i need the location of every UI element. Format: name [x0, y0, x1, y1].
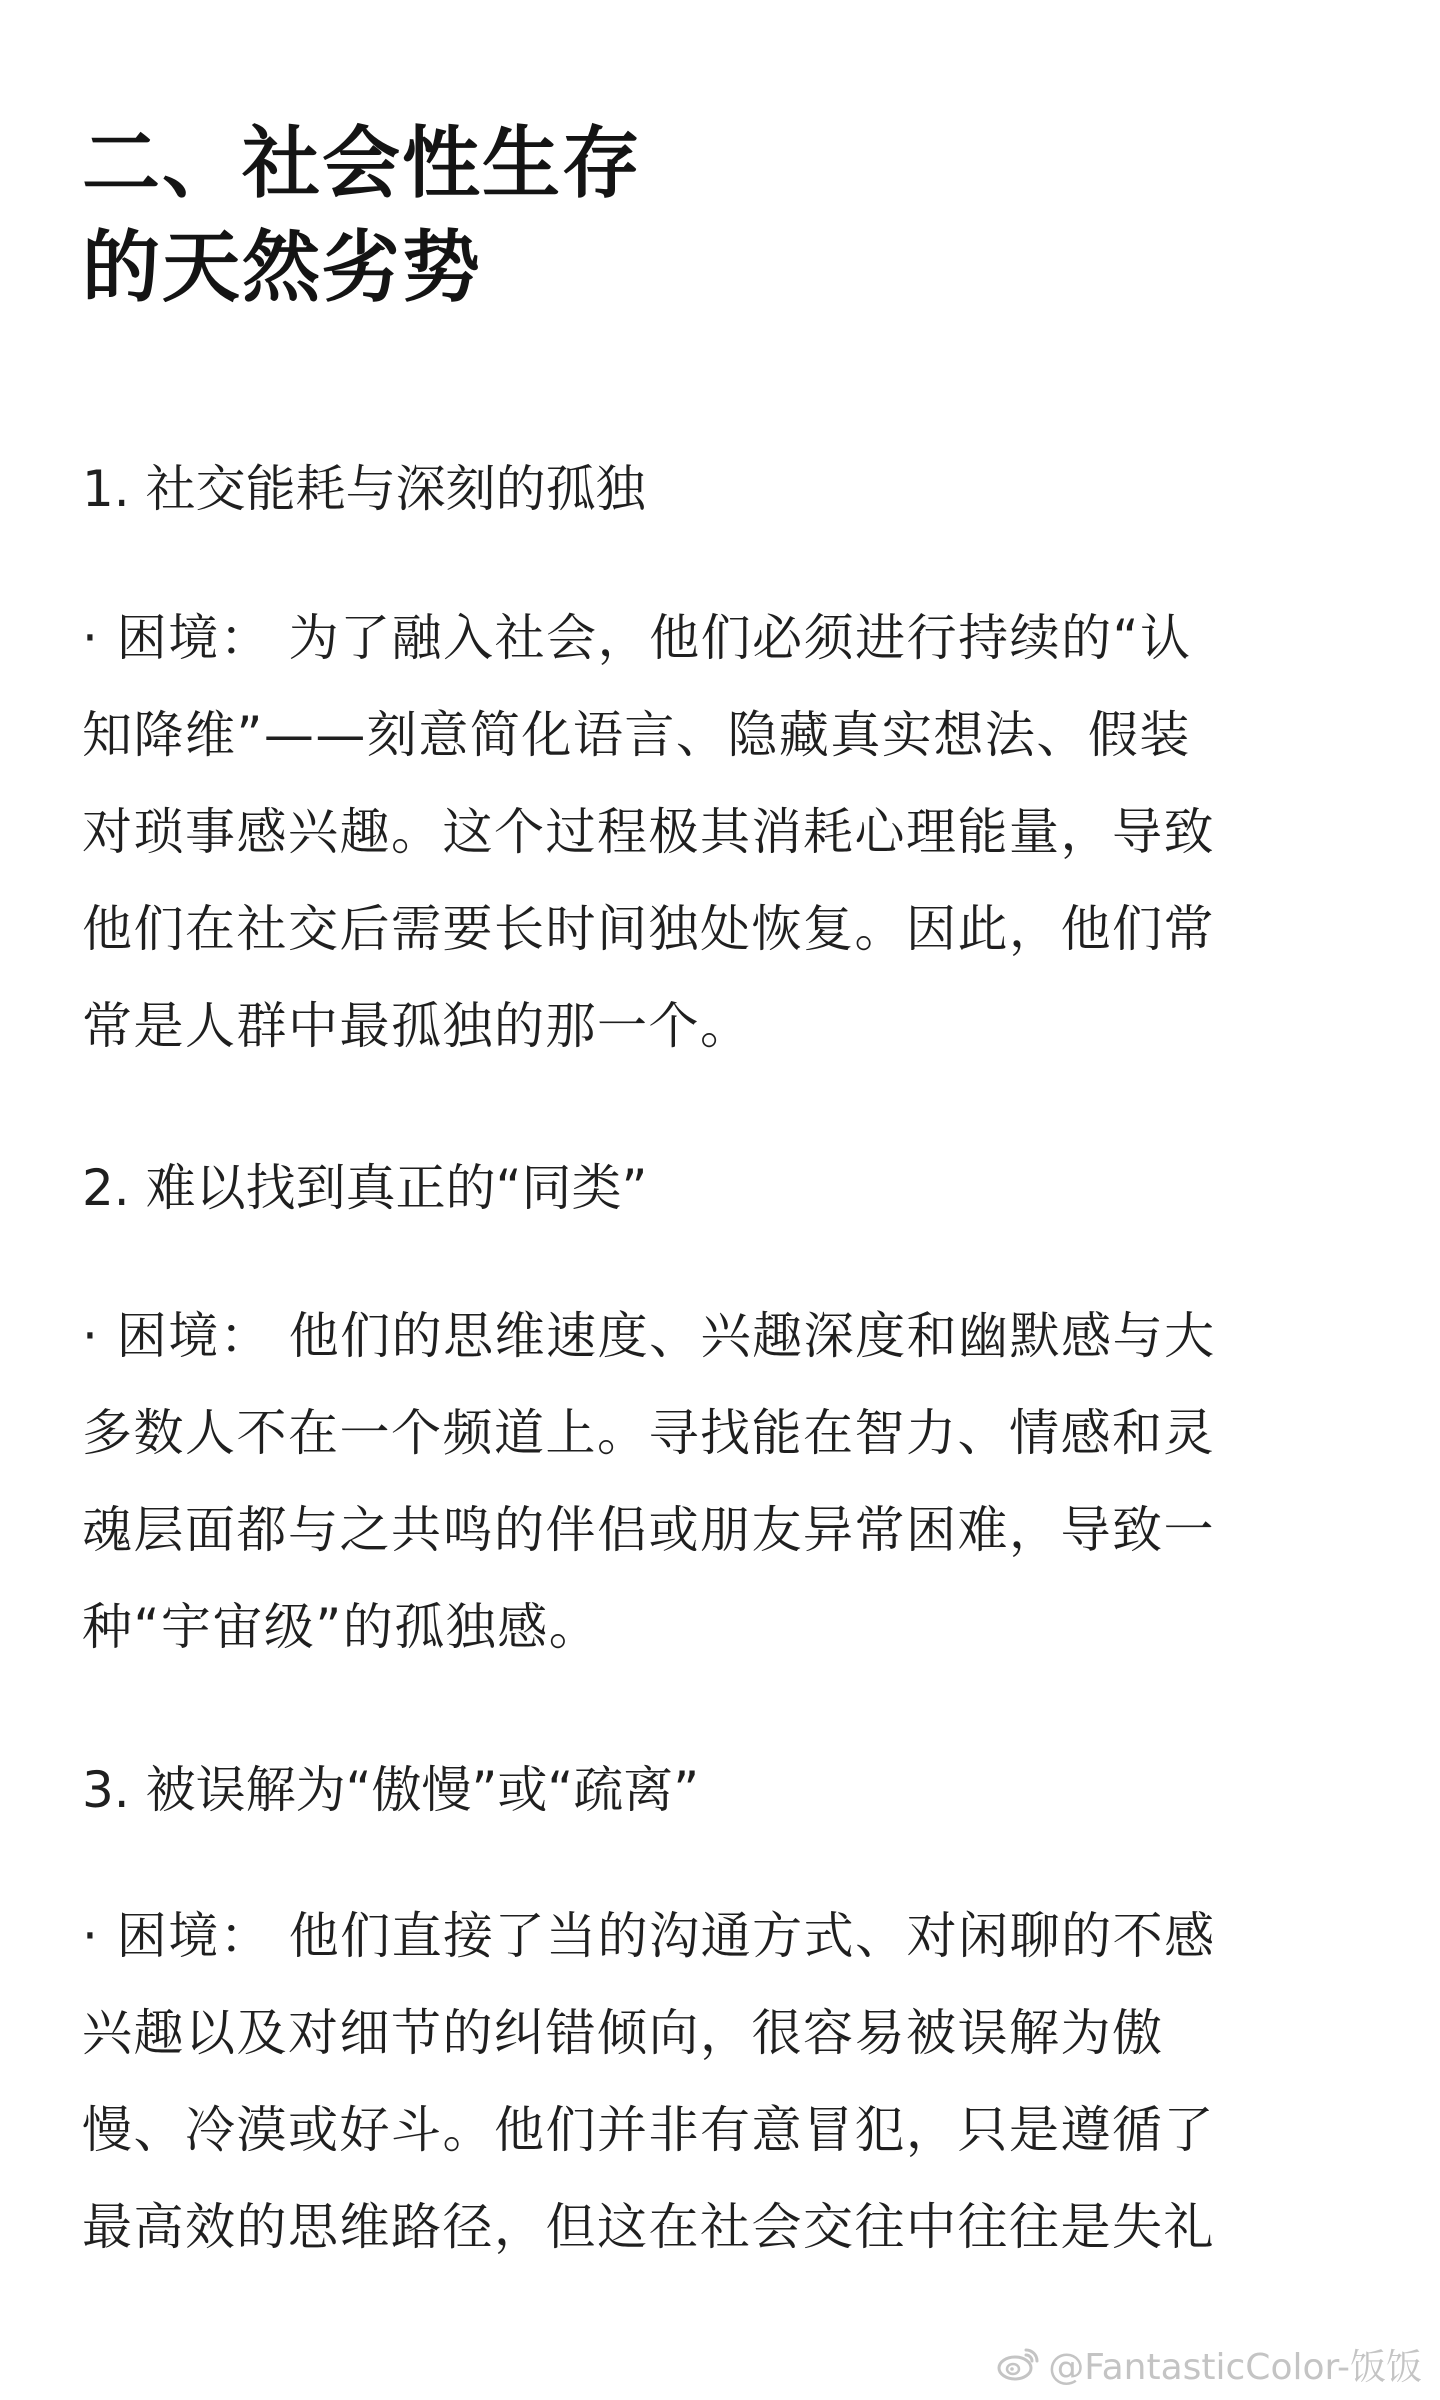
- section-paragraph-2: [82, 1288, 1382, 1676]
- paragraph-line: 兴趣以及对细节的纠错倾向，很容易被误解为傲: [82, 2004, 1164, 2062]
- paragraph-line: · 困境： 他们直接了当的沟通方式、对闲聊的不感: [82, 1907, 1216, 1965]
- paragraph-line: · 困境： 为了融入社会，他们必须进行持续的“认: [82, 609, 1192, 667]
- paragraph-line: 常是人群中最孤独的那一个。: [82, 997, 752, 1055]
- paragraph-line: 多数人不在一个频道上。寻找能在智力、情感和灵: [82, 1404, 1215, 1462]
- watermark: [996, 2342, 1422, 2386]
- paragraph-line: 他们在社交后需要长时间独处恢复。因此，他们常: [82, 900, 1215, 958]
- weibo-logo-icon: [996, 2346, 1040, 2382]
- paragraph-line: 知降维”——刻意简化语言、隐藏真实想法、假装: [82, 706, 1191, 764]
- paragraph-line: 最高效的思维路径，但这在社会交往中往往是失礼: [82, 2198, 1215, 2256]
- title-line-2: 的天然劣势: [82, 223, 483, 313]
- watermark-text: @FantasticColor-饭饭: [1048, 2346, 1422, 2388]
- paragraph-line: 慢、冷漠或好斗。他们并非有意冒犯，只是遵循了: [82, 2101, 1215, 2159]
- page-title: [82, 112, 1082, 320]
- section-paragraph-3: [82, 1888, 1382, 2276]
- section-paragraph-1: [82, 590, 1382, 1075]
- paragraph-line: 对琐事感兴趣。这个过程极其消耗心理能量，导致: [82, 803, 1215, 861]
- section-heading-3: 3. 被误解为“傲慢”或“疏离”: [82, 1761, 700, 1819]
- paragraph-line: 魂层面都与之共鸣的伴侣或朋友异常困难，导致一: [82, 1501, 1215, 1559]
- paragraph-line: 种“宇宙级”的孤独感。: [82, 1598, 601, 1656]
- paragraph-line: · 困境： 他们的思维速度、兴趣深度和幽默感与大: [82, 1307, 1216, 1365]
- section-heading-2: 2. 难以找到真正的“同类”: [82, 1159, 648, 1217]
- section-heading-1: 1. 社交能耗与深刻的孤独: [82, 460, 646, 518]
- title-line-1: 二、社会性生存: [82, 119, 643, 209]
